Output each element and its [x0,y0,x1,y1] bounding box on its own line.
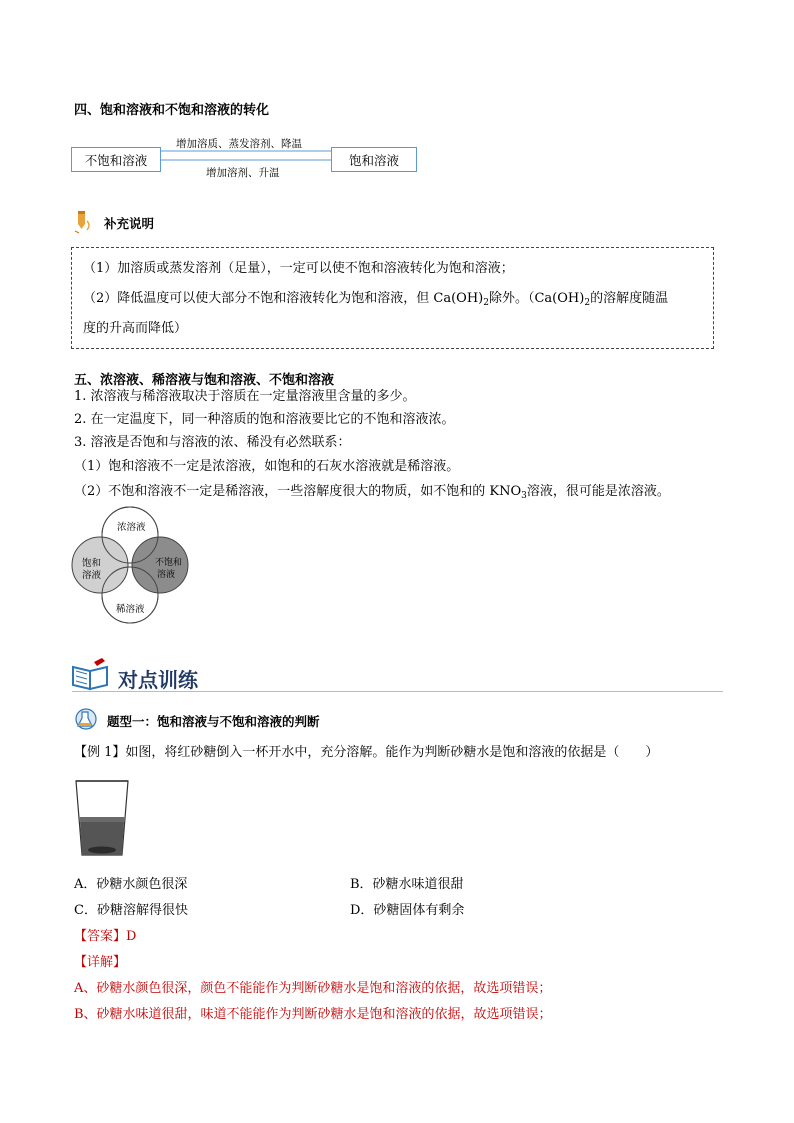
venn-right-label-1: 不饱和 [155,558,183,568]
supplement-line1: （1）加溶质或蒸发溶剂（足量），一定可以使不饱和溶液转化为饱和溶液； [83,261,514,276]
section5-item3-1: （1）饱和溶液不一定是浓溶液，如饱和的石灰水溶液就是稀溶液。 [74,459,460,474]
example-stem: 【例 1】如图，将红砂糖倒入一杯开水中，充分溶解。能作为判断砂糖水是饱和溶液的依据是（ ） [74,745,659,760]
flask-icon [72,706,98,730]
supplement-line3: 度的升高而降低） [83,321,188,336]
venn-right-label-2: 溶液 [157,570,176,580]
supplement-line2-part1: （2）降低温度可以使大部分不饱和溶液转化为饱和溶液，但 Ca(OH) [83,291,484,306]
section4-heading: 四、饱和溶液和不饱和溶液的转化 [74,103,270,118]
section5-item2: 2. 在一定温度下，同一种溶质的饱和溶液要比它的不饱和溶液浓。 [74,412,455,427]
detail-a: A、砂糖水颜色很深，颜色不能能作为判断砂糖水是饱和溶液的依据，故选项错误； [74,981,552,996]
venn-top-label: 浓溶液 [117,522,146,533]
section5-item1: 1. 浓溶液与稀溶液取决于溶质在一定量溶液里含量的多少。 [74,389,416,404]
book-icon [70,657,112,691]
venn-left-label-1: 饱和 [82,558,102,569]
section5-item3: 3. 溶液是否饱和与溶液的浓、稀没有必然联系： [74,435,351,450]
answer-value: D [126,929,137,944]
section5-item3-2-part1: （2）不饱和溶液不一定是稀溶液，一些溶解度很大的物质，如不饱和的 KNO [74,484,522,499]
supplement-line2-part2: 除外。（Ca(OH) [488,291,585,306]
option-a: A．砂糖水颜色很深 [74,877,188,892]
answer-label: 【答案】 [74,929,127,944]
section5-heading: 五、浓溶液、稀溶液与饱和溶液、不饱和溶液 [74,373,335,388]
pencil-icon [73,209,95,235]
option-d: D．砂糖固体有剩余 [350,903,465,918]
question-type-title: 题型一：饱和溶液与不饱和溶液的判断 [107,714,320,729]
supplement-line2-sub1: 2 [483,298,489,308]
training-title: 对点训练 [118,668,198,692]
detail-b: B、砂糖水味道很甜，味道不能能作为判断砂糖水是饱和溶液的依据，故选项错误； [74,1007,552,1022]
venn-left-label-2: 溶液 [82,570,102,581]
section5-item3-2-sub: 3 [521,491,527,501]
supplement-line2-part3: 的溶解度随温 [590,291,669,306]
beaker-image [72,777,132,859]
answer-line [74,930,136,943]
supplement-line2-sub2: 2 [584,298,591,308]
supplement-title: 补充说明 [104,216,155,231]
bottom-arrow-label: 增加溶剂、升温 [206,167,280,179]
detail-label: 【详解】 [74,955,127,970]
section5-item3-2-part2: 溶液，很可能是浓溶液。 [526,484,670,499]
option-b: B．砂糖水味道很甜 [350,877,464,892]
saturated-box: 饱和溶液 [331,147,417,172]
training-divider [72,691,723,692]
section5-item3-2 [74,485,670,501]
unsaturated-box: 不饱和溶液 [71,147,161,172]
option-c: C．砂糖溶解得很快 [74,903,188,918]
venn-bottom-label: 稀溶液 [116,604,145,615]
supplement-line2 [83,292,668,308]
top-arrow-label: 增加溶质、蒸发溶剂、降温 [176,138,302,150]
